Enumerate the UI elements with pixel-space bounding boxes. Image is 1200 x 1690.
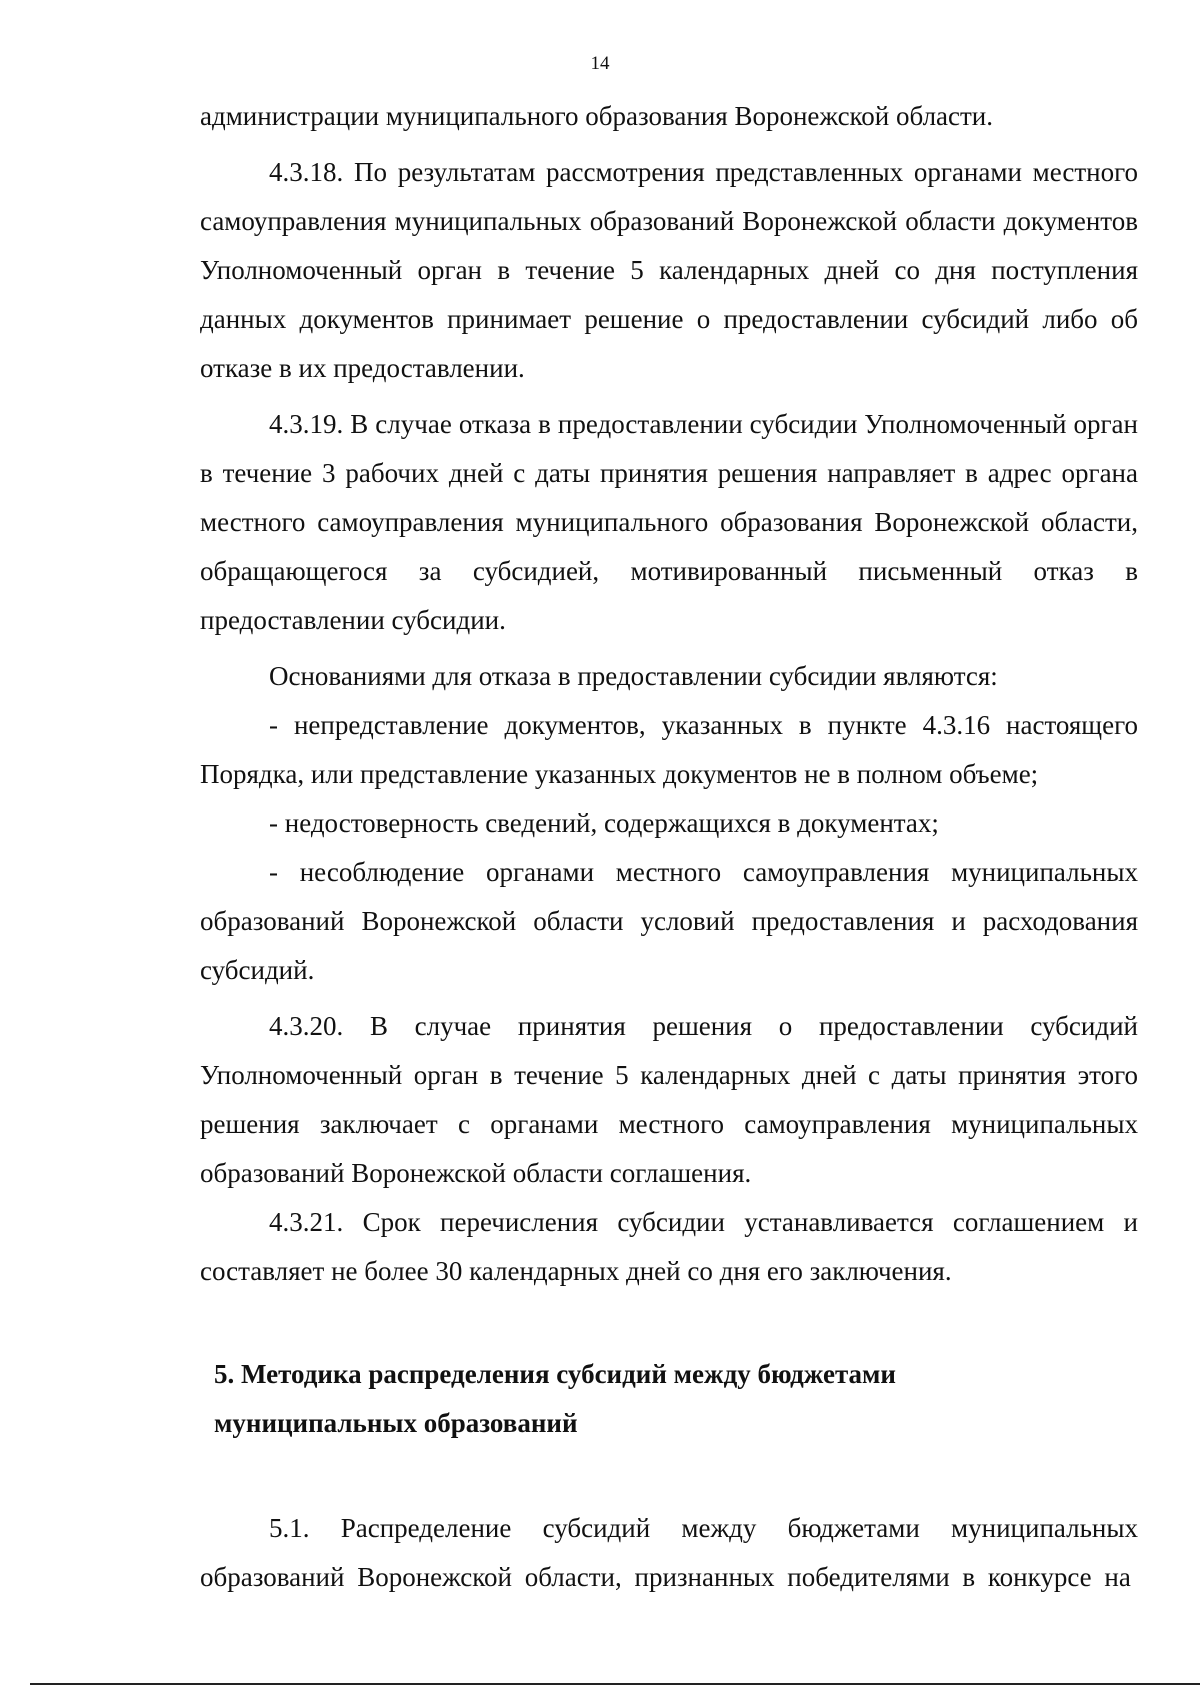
list-item-unreliable-info: - недостоверность сведений, содержащихся в документах; [269,808,939,838]
paragraph-5-1: 5.1. Распределение субсидий между бюджетами муниципальных образований Воронежской области, признанных победителями в конкурсе на [200,1513,1138,1592]
paragraph-continuation: администрации муниципального образования Воронежской области. [200,101,994,131]
document-body [200,92,1138,1602]
list-item-missing-documents: - непредставление документов, указанных в пункте 4.3.16 настоящего Порядка, или представление указанных документов не в полном объеме; [200,710,1138,789]
paragraph-4-3-20: 4.3.20. В случае принятия решения о предоставлении субсидий Уполномоченный орган в течение 5 календарных дней с даты принятия этого решения заключает с органами местного самоуправления муниципальных образований Воронежской области соглашения. [200,1011,1138,1188]
paragraph-4-3-18: 4.3.18. По результатам рассмотрения представленных органами местного самоуправления муниципальных образований Воронежской области документов Уполномоченный орган в течение 5 календарных дней со дня поступления данных документов принимает решение о предоставлении субсидий либо об отказе в их предоставлении. [200,157,1138,383]
section-heading-line-1: 5. Методика распределения субсидий между бюджетами [214,1359,896,1389]
page-bottom-rule [30,1683,1200,1685]
list-item-noncompliance: - несоблюдение органами местного самоуправления муниципальных образований Воронежской области условий предоставления и расходования субсидий. [200,857,1138,985]
paragraph-4-3-19: 4.3.19. В случае отказа в предоставлении субсидии Уполномоченный орган в течение 3 рабочих дней с даты принятия решения направляет в адрес органа местного самоуправления муниципального образования Воронежской области, обращающегося за субсидией, мотивированный письменный отказ в предоставлении субсидии. [200,409,1138,635]
page-number: 14 [590,53,610,74]
section-heading [200,1350,1138,1448]
section-heading-line-2: муниципальных образований [214,1408,578,1438]
paragraph-refusal-grounds: Основаниями для отказа в предоставлении субсидии являются: [269,661,998,691]
paragraph-4-3-21: 4.3.21. Срок перечисления субсидии устанавливается соглашением и составляет не более 30 календарных дней со дня его заключения. [200,1207,1138,1286]
